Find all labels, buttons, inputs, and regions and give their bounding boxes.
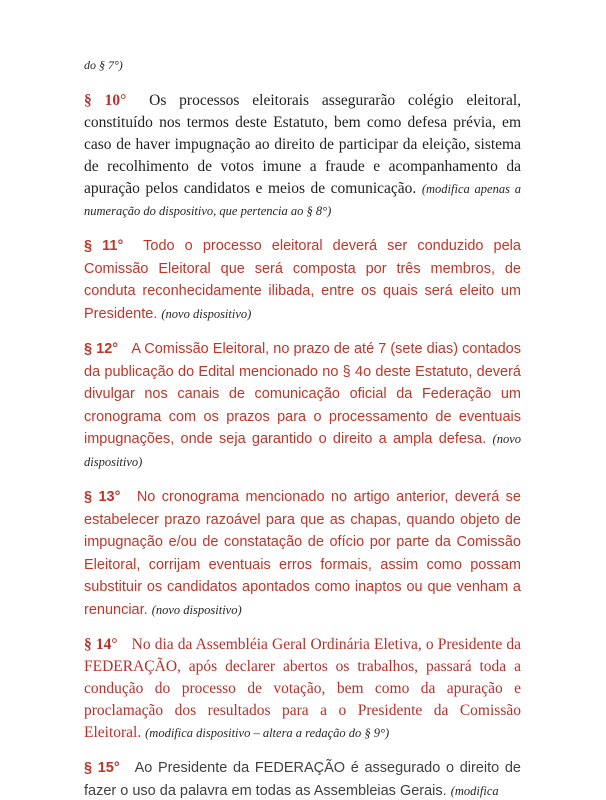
paragraph-11 (84, 235, 521, 325)
paragraph-14 (84, 634, 521, 744)
paragraph-13 (84, 486, 521, 621)
paragraph-12-body: A Comissão Eleitoral, no prazo de até 7 (sete dias) contados da publicação do Edital mencionado no § 4o deste Estatuto, deverá divulgar nos canais de comunicação oficial da Federação um cronograma com os prazos para o processamento de eventuais impugnações, onde seja garantido o direito a ampla defesa. (84, 341, 521, 447)
paragraph-13-note: (novo dispositivo) (151, 602, 242, 617)
paragraph-11-note: (novo dispositivo) (161, 306, 252, 321)
paragraph-13-body: No cronograma mencionado no artigo anterior, deverá se estabelecer prazo razoável para que as chapas, quando objeto de impugnação e/ou de constatação de ofício por parte da Comissão Eleitoral, corrijam eventuais erros formais, assim como possam substituir os candidatos apontados como inaptos ou que venham a renunciar. (84, 489, 521, 618)
paragraph-10-marker: § 10° (84, 92, 127, 109)
paragraph-11-marker: § 11° (84, 238, 124, 254)
paragraph-12-marker: § 12° (84, 341, 119, 357)
paragraph-10-body: Os processos eleitorais assegurarão colégio eleitoral, constituído nos termos deste Estatuto, bem como defesa prévia, em caso de haver impugnação ao direito de participar da eleição, sistema de recolhimento de votos imune a fraude e acompanhamento da apuração pelos candidatos e meios de comunicação. (84, 92, 522, 197)
paragraph-14-body: No dia da Assembléia Geral Ordinária Eletiva, o Presidente da FEDERAÇÃO, após declarer abertos os trabalhos, passará toda a condução do processo de votação, bem como da apuração e proclamação dos resultados para a o Presidente da Comissão Eleitoral. (84, 636, 522, 741)
paragraph-13-marker: § 13° (84, 489, 121, 505)
paragraph-14-marker: § 14° (84, 636, 118, 653)
continuation-note: do § 7°) (84, 58, 123, 72)
paragraph-15-note: (modifica (450, 783, 499, 798)
paragraph-15-marker: § 15° (84, 760, 120, 776)
paragraph-12-note: (novo dispositivo) (84, 432, 521, 469)
paragraph-10 (84, 90, 521, 222)
paragraph-12 (84, 338, 521, 473)
paragraph-14-note: (modifica dispositivo – altera a redação do § 9°) (145, 726, 390, 740)
paragraph-10-note: (modifica apenas a numeração do dispositivo, que pertencia ao § 8°) (84, 182, 521, 218)
paragraph-15-body: Ao Presidente da FEDERAÇÃO é assegurado o direito de fazer o uso da palavra em todas as Assembleias Gerais. (84, 760, 521, 799)
paragraph-15 (84, 757, 521, 800)
paragraph-11-body: Todo o processo eleitoral deverá ser conduzido pela Comissão Eleitoral que será composta por três membros, de conduta reconhecidamente ilibada, entre os quais será eleito um Presidente. (84, 238, 521, 322)
